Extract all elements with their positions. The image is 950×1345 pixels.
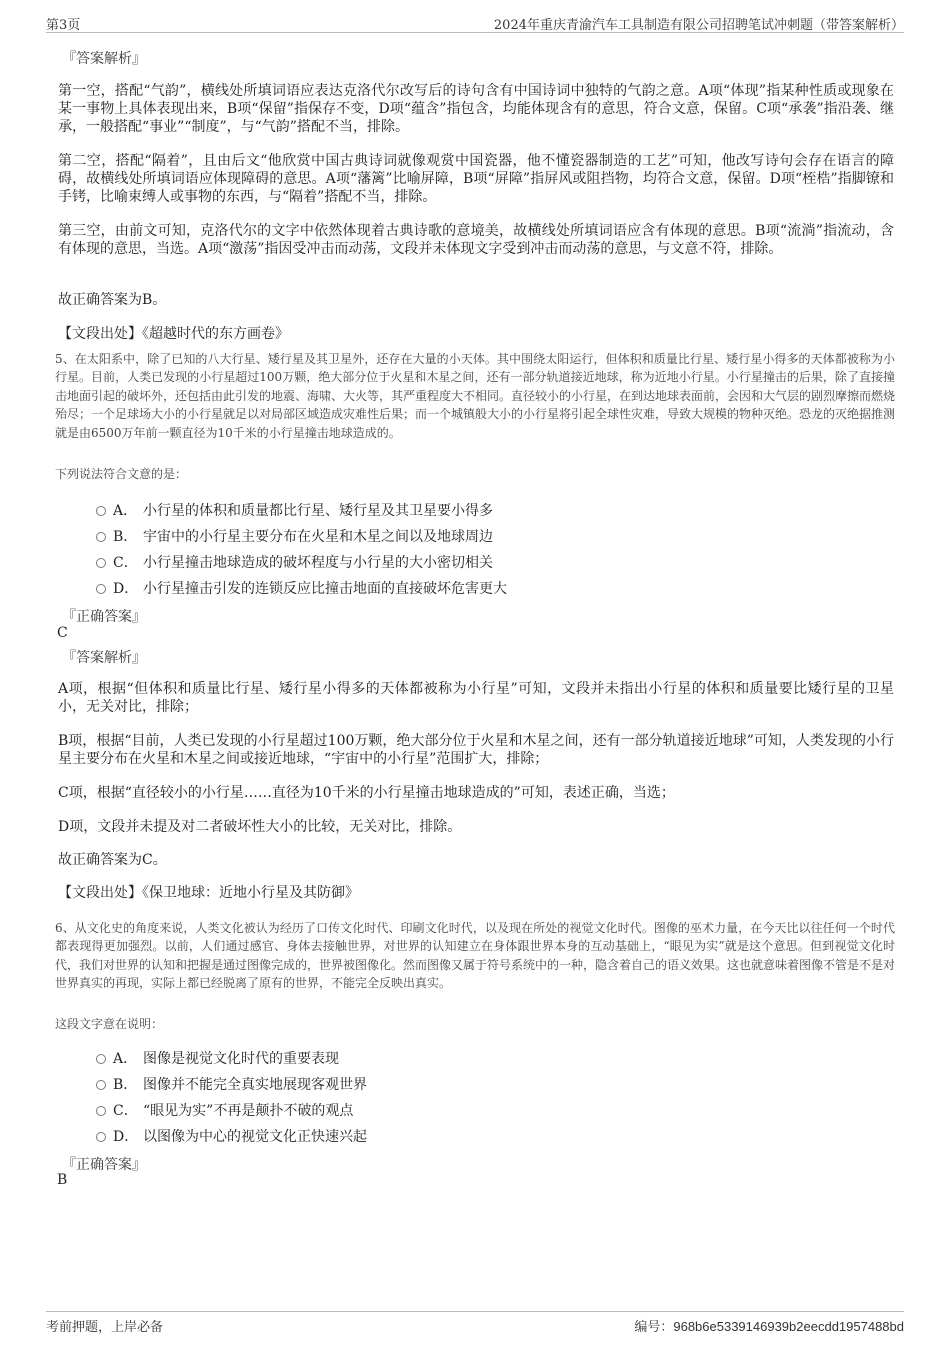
answer-label: 『正确答案』 — [62, 1157, 146, 1173]
radio-button[interactable] — [96, 584, 106, 594]
option-b[interactable] — [96, 1074, 367, 1094]
document-title: 2024年重庆青渝汽车工具制造有限公司招聘笔试冲刺题（带答案解析） — [493, 18, 904, 33]
option-a[interactable] — [96, 1048, 339, 1068]
option-key: B． — [113, 529, 138, 545]
question-stem: 这段文字意在说明： — [55, 1017, 164, 1031]
option-text: 宇宙中的小行星主要分布在火星和木星之间以及地球周边 — [143, 529, 493, 545]
option-key: C． — [113, 555, 138, 571]
answer-value: C — [57, 625, 68, 641]
option-d[interactable] — [96, 578, 507, 598]
option-text: 小行星的体积和质量都比行星、矮行星及其卫星要小得多 — [143, 503, 493, 519]
conclusion: 故正确答案为C。 — [58, 852, 167, 868]
option-key: D． — [113, 581, 139, 597]
radio-button[interactable] — [96, 506, 106, 516]
option-d[interactable] — [96, 1126, 367, 1146]
page-number: 第3页 — [46, 18, 81, 33]
question-text: 6、从文化史的角度来说，人类文化被认为经历了口传文化时代、印刷文化时代，以及现在所处的视觉文化时代。图像的巫术力量，在今天比以往任何一个时代都表现得更加强烈。以前，人们通过感官、身体去接触世界，对世界的认知建立在身体跟世界本身的互动基础上，“眼见为实”就是这个意思。但到视觉文化时代，我们对世界的认知和把握是通过图像完成的，世界被图像化。然而图像又属于符号系统中的一种，隐含着自己的语义效果。这也就意味着图像不管是不是对世界真实的再现，实际上都已经脱离了原有的世界，不能完全反映出真实。 — [55, 921, 896, 991]
answer-label: 『正确答案』 — [62, 609, 146, 625]
analysis-paragraph: 第二空，搭配“隔着”，且由后文“他欣赏中国古典诗词就像观赏中国瓷器，他不懂瓷器制造的工艺”可知，他改写诗句会存在语言的障碍，故横线处所填词语应体现障碍的意思。A项“藩篱”比喻屏障，B项“屏障”指屏风或阻挡物，均符合文意，保留。D项“桎梏”指脚镣和手铐，比喻束缚人或事物的东西，与“隔着”搭配不当，排除。 — [58, 153, 894, 205]
analysis-paragraph: A项，根据“但体积和质量比行星、矮行星小得多的天体都被称为小行星”可知，文段并未指出小行星的体积和质量要比矮行星的卫星小，无关对比，排除； — [58, 681, 894, 715]
option-text: 图像并不能完全真实地展现客观世界 — [143, 1077, 367, 1093]
analysis-label: 『答案解析』 — [62, 51, 146, 67]
document-code — [634, 1316, 904, 1335]
conclusion: 故正确答案为B。 — [58, 292, 167, 308]
source-citation: 【文段出处】《保卫地球：近地小行星及其防御》 — [58, 885, 359, 901]
option-text: “眼见为实”不再是颠扑不破的观点 — [143, 1103, 354, 1119]
option-c[interactable] — [96, 1100, 353, 1120]
option-text: 图像是视觉文化时代的重要表现 — [143, 1051, 339, 1067]
radio-button[interactable] — [96, 532, 106, 542]
analysis-paragraph: C项，根据“直径较小的小行星……直径为10千米的小行星撞击地球造成的”可知，表述正确，当选； — [58, 785, 675, 801]
footer-slogan: 考前押题，上岸必备 — [46, 1320, 164, 1335]
option-text: 以图像为中心的视觉文化正快速兴起 — [143, 1129, 367, 1145]
radio-button[interactable] — [96, 1080, 106, 1090]
option-key: A． — [113, 1051, 138, 1067]
page-footer — [46, 1311, 904, 1340]
option-key: C． — [113, 1103, 138, 1119]
option-text: 小行星撞击地球造成的破坏程度与小行星的大小密切相关 — [143, 555, 493, 571]
option-a[interactable] — [96, 500, 493, 520]
option-key: B． — [113, 1077, 138, 1093]
radio-button[interactable] — [96, 1132, 106, 1142]
option-key: D． — [113, 1129, 139, 1145]
option-text: 小行星撞击引发的连锁反应比撞击地面的直接破坏危害更大 — [143, 581, 507, 597]
source-citation: 【文段出处】《超越时代的东方画卷》 — [58, 326, 289, 342]
analysis-label: 『答案解析』 — [62, 650, 146, 666]
code-value: 968b6e5339146939b2eecdd1957488bd — [673, 1319, 904, 1334]
analysis-paragraph: B项，根据“目前，人类已发现的小行星超过100万颗，绝大部分位于火星和木星之间，还有一部分轨道接近地球”可知，人类发现的小行星主要分布在火星和木星之间或接近地球，“宇宙中的小行星”范围扩大，排除； — [58, 733, 894, 767]
question-stem: 下列说法符合文意的是： — [55, 467, 188, 481]
page-header — [46, 14, 904, 33]
analysis-paragraph: D项，文段并未提及对二者破坏性大小的比较，无关对比，排除。 — [58, 819, 462, 835]
option-b[interactable] — [96, 526, 493, 546]
question-text: 5、在太阳系中，除了已知的八大行星、矮行星及其卫星外，还存在大量的小天体。其中围绕太阳运行，但体积和质量比行星、矮行星小得多的天体都被称为小行星。目前，人类已发现的小行星超过100万颗，绝大部分位于火星和木星之间，还有一部分轨道接近地球，称为近地小行星。小行星撞击的后果，除了直接撞击地面引起的破坏外，还包括由此引发的地震、海啸、大火等，其严重程度大不相同。直径较小的小行星，在到达地球表面前，会因和大气层的剧烈摩擦而燃烧殆尽；一个足球场大小的小行星就足以对局部区域造成灾难性后果；而一个城镇般大小的小行星将引起全球性灾难，导致大规模的物种灭绝。恐龙的灭绝据推测就是由6500万年前一颗直径为10千米的小行星撞击地球造成的。 — [55, 352, 896, 440]
radio-button[interactable] — [96, 1106, 106, 1116]
code-label: 编号： — [634, 1320, 674, 1335]
radio-button[interactable] — [96, 558, 106, 568]
option-key: A． — [113, 503, 138, 519]
radio-button[interactable] — [96, 1054, 106, 1064]
analysis-paragraph: 第一空，搭配“气韵”，横线处所填词语应表达克洛代尔改写后的诗句含有中国诗词中独特的气韵之意。A项“体现”指某种性质或现象在某一事物上具体表现出来，B项“保留”指保存不变，D项“蕴含”指包含，均能体现含有的意思，符合文意，保留。C项“承袭”指沿袭、继承，一般搭配“事业”“制度”，与“气韵”搭配不当，排除。 — [58, 83, 894, 135]
answer-value: B — [57, 1172, 68, 1188]
option-c[interactable] — [96, 552, 493, 572]
analysis-paragraph: 第三空，由前文可知，克洛代尔的文字中依然体现着古典诗歌的意境美，故横线处所填词语应含有体现的意思。B项“流淌”指流动，含有体现的意思，当选。A项“激荡”指因受冲击而动荡，文段并未体现文字受到冲击而动荡的意思，与文意不符，排除。 — [58, 223, 894, 257]
